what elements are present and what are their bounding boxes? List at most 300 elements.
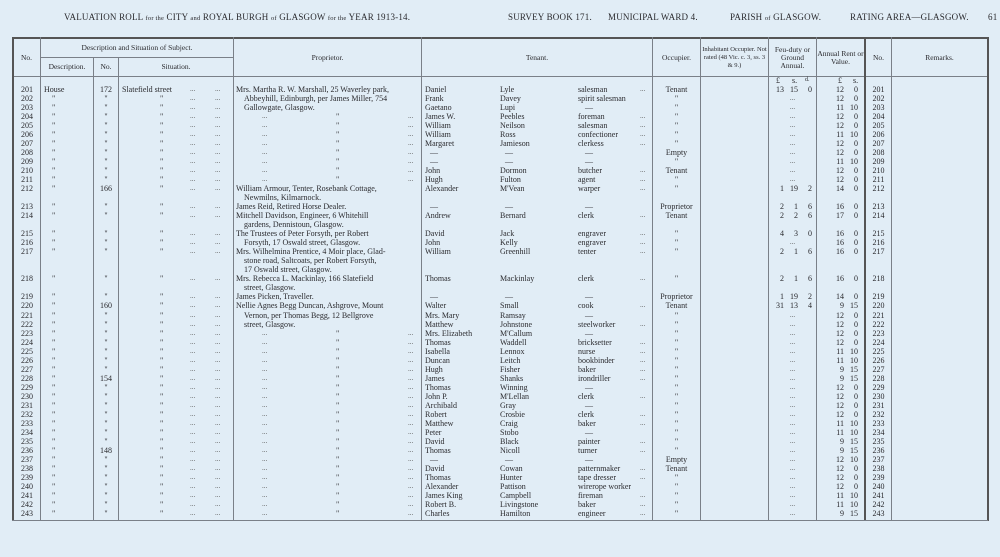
proprietor-ditto-dots: ... (408, 472, 414, 481)
rent-pounds: 12 (836, 166, 844, 176)
tenant-first-name: Mrs. Mary (425, 310, 460, 320)
situation: " (160, 481, 164, 491)
situation-dots: ... (215, 202, 221, 211)
rent-pounds: 12 (836, 481, 844, 491)
feu-duty-dots: ... (789, 490, 796, 499)
tenant-occupation: irondriller (578, 373, 611, 383)
tenant-first-name: David (425, 436, 445, 446)
proprietor-line: stone road, Saltcoats, per Robert Forsyth, (244, 256, 377, 266)
rent-shillings: 0 (854, 310, 858, 320)
tenant-first-name: Matthew (425, 319, 454, 329)
occupier: Tenant (665, 301, 688, 311)
situation-dots: ... (190, 382, 196, 391)
proprietor-line: Vernon, per Thomas Begg, 12 Bellgrove (244, 310, 374, 320)
description: " (52, 166, 56, 176)
situation-dots: ... (190, 328, 196, 337)
situation-dots: ... (190, 229, 196, 238)
row-number: 202 (21, 94, 33, 104)
situation-dots: ... (215, 445, 221, 454)
tenant-first-name: Thomas (425, 382, 451, 392)
row-number-right: 201 (872, 85, 885, 94)
situation-dots: ... (215, 121, 221, 130)
rent-shillings: 0 (854, 211, 858, 221)
proprietor-ditto-dots: ... (262, 382, 268, 391)
situation-dots: ... (215, 112, 221, 121)
situation-dots: ... (190, 337, 196, 346)
feu-duty-pounds: 4 (780, 229, 784, 239)
rent-shillings: 10 (850, 454, 858, 464)
occupier: " (674, 346, 679, 356)
proprietor-ditto-dots: ... (408, 148, 414, 157)
rent-pounds: 12 (836, 94, 844, 104)
proprietor-ditto: " (336, 346, 340, 356)
proprietor-ditto-dots: ... (262, 409, 268, 418)
tenant-occupation: fireman (578, 490, 603, 500)
row-number: 231 (21, 400, 33, 410)
tenant-occupation: clerk (578, 211, 594, 221)
situation: " (160, 400, 164, 410)
tenant-first-name: Thomas (425, 274, 451, 284)
row-number: 223 (21, 328, 33, 338)
proprietor-ditto-dots: ... (262, 400, 268, 409)
feu-duty-dots: ... (789, 121, 796, 130)
proprietor-ditto-dots: ... (262, 157, 268, 166)
tenant-surname: Mackinlay (500, 274, 535, 284)
feu-duty-pounds: 2 (780, 247, 784, 257)
feu-duty-pence: 0 (808, 229, 812, 239)
feu-duty-dots: ... (789, 472, 796, 481)
situation-dots: ... (190, 148, 196, 157)
situation-dots: ... (215, 229, 221, 238)
row-number-right: 216 (872, 238, 885, 248)
occupier: " (674, 247, 679, 257)
house-number: " (104, 400, 108, 410)
tenant-occupation: clerkess (578, 139, 604, 149)
occupier: " (674, 400, 679, 410)
survey-book: SURVEY BOOK 171. (508, 12, 592, 22)
tenant-first-name: Duncan (425, 355, 450, 365)
tenant-occupation: salesman (578, 85, 608, 94)
occupation-dots: ... (640, 211, 646, 220)
tenant-occupation: clerk (578, 274, 594, 284)
situation-dots: ... (190, 319, 196, 328)
col-divider (40, 37, 41, 521)
situation-dots: ... (190, 166, 196, 175)
tenant-occupation: — (585, 148, 593, 158)
situation-dots: ... (190, 499, 196, 508)
situation-dots: ... (215, 166, 221, 175)
occupation-dots: ... (640, 409, 646, 418)
proprietor-ditto: " (336, 130, 340, 140)
tenant-occupation: engineer (578, 508, 606, 518)
proprietor-line: James Reid, Retired Horse Dealer. (236, 202, 347, 212)
description: " (52, 130, 56, 140)
proprietor-ditto: " (336, 373, 340, 383)
tenant-occupation: — (585, 292, 593, 302)
house-number: " (104, 427, 108, 437)
tenant-surname: — (505, 292, 513, 302)
description: " (52, 508, 56, 518)
feu-duty-pence: 6 (808, 211, 812, 221)
occupier: " (674, 274, 679, 284)
rent-shillings: 15 (850, 373, 858, 383)
parish-part: PARISH (730, 12, 763, 22)
proprietor-ditto-dots: ... (262, 508, 268, 517)
occupation-dots: ... (640, 472, 646, 481)
proprietor-ditto-dots: ... (408, 337, 414, 346)
house-number: " (104, 463, 108, 473)
situation-dots: ... (215, 463, 221, 472)
feu-duty-dots: ... (789, 445, 796, 454)
tenant-first-name: Andrew (425, 211, 451, 221)
tenant-surname: Hunter (500, 472, 523, 482)
rent-pounds: 12 (836, 85, 844, 94)
proprietor-ditto-dots: ... (262, 175, 268, 184)
row-number: 225 (21, 346, 33, 356)
tenant-occupation: bookbinder (578, 355, 615, 365)
situation-dots: ... (190, 247, 196, 256)
rent-shillings: 0 (854, 328, 858, 338)
occupier: Tenant (665, 85, 688, 94)
tenant-first-name: Alexander (425, 481, 459, 491)
description: " (52, 328, 56, 338)
house-number: " (104, 472, 108, 482)
proprietor-ditto: " (336, 472, 340, 482)
house-number: 160 (100, 301, 112, 311)
tenant-surname: Gray (500, 400, 516, 410)
row-number: 238 (21, 463, 33, 473)
row-number: 241 (21, 490, 33, 500)
occupier: " (674, 310, 679, 320)
feu-duty-shillings: 1 (794, 202, 798, 212)
title-part: of (270, 15, 277, 22)
rent-shillings: 15 (850, 301, 858, 311)
proprietor-ditto: " (336, 418, 340, 428)
situation: " (160, 211, 164, 221)
feu-duty-dots: ... (789, 175, 796, 184)
rent-shillings: 0 (854, 148, 858, 158)
situation-dots: ... (190, 238, 196, 247)
tenant-surname: Leitch (500, 355, 521, 365)
proprietor-ditto-dots: ... (262, 499, 268, 508)
proprietor-ditto: " (336, 391, 340, 401)
tenant-occupation: — (585, 382, 593, 392)
situation-dots: ... (215, 436, 221, 445)
proprietor-ditto-dots: ... (262, 355, 268, 364)
row-number-right: 232 (872, 409, 885, 419)
row-number: 218 (21, 274, 33, 284)
tenant-occupation: warper (578, 184, 601, 194)
proprietor-ditto-dots: ... (262, 427, 268, 436)
row-number-right: 239 (872, 472, 885, 482)
proprietor-ditto-dots: ... (408, 130, 414, 139)
house-number: " (104, 310, 108, 320)
proprietor-ditto-dots: ... (262, 364, 268, 373)
situation: " (160, 103, 164, 113)
situation-dots: ... (215, 148, 221, 157)
situation-dots: ... (215, 130, 221, 139)
proprietor-line: Mitchell Davidson, Engineer, 6 Whitehill (236, 211, 369, 221)
tenant-first-name: John (425, 166, 441, 176)
proprietor-ditto: " (336, 337, 340, 347)
tenant-surname: Fulton (500, 175, 521, 185)
tenant-first-name: Robert (425, 409, 447, 419)
description: " (52, 157, 56, 167)
roll-title (64, 12, 410, 22)
situation: " (160, 328, 164, 338)
title-part: and (190, 15, 201, 22)
tenant-occupation: bricksetter (578, 337, 612, 347)
tenant-first-name: Thomas (425, 472, 451, 482)
rent-pounds: 9 (840, 436, 844, 446)
rent-pounds: 12 (836, 112, 844, 122)
situation: " (160, 292, 164, 302)
title-part: for the (145, 15, 165, 22)
rent-shillings: 10 (850, 130, 858, 140)
feu-duty-dots: ... (789, 328, 796, 337)
rent-pounds: 11 (836, 490, 844, 500)
feu-duty-pounds: 1 (780, 184, 784, 194)
proprietor-ditto-dots: ... (408, 418, 414, 427)
description: " (52, 229, 56, 239)
occupation-dots: ... (640, 346, 646, 355)
description: " (52, 319, 56, 329)
situation: Slatefield street (122, 85, 172, 94)
rent-shillings: 0 (854, 175, 858, 185)
situation: " (160, 499, 164, 509)
house-number: " (104, 337, 108, 347)
proprietor-ditto-dots: ... (408, 382, 414, 391)
tenant-surname: — (505, 454, 513, 464)
proprietor-ditto-dots: ... (262, 490, 268, 499)
row-number: 207 (21, 139, 33, 149)
occupier: " (674, 103, 679, 113)
tenant-first-name: Robert B. (425, 499, 457, 509)
occupation-dots: ... (640, 130, 646, 139)
header-feu-duty: Feu-duty or Ground Annual. (774, 44, 811, 70)
rent-shillings: 0 (854, 139, 858, 149)
description: " (52, 355, 56, 365)
tenant-occupation: — (585, 157, 593, 167)
situation: " (160, 463, 164, 473)
tenant-occupation: foreman (578, 112, 605, 122)
col-divider (421, 37, 422, 521)
proprietor-line: The Trustees of Peter Forsyth, per Robert (236, 229, 369, 239)
feu-duty-pounds: 2 (780, 274, 784, 284)
situation-dots: ... (215, 427, 221, 436)
tenant-occupation: baker (578, 499, 596, 509)
tenant-surname: Lennox (500, 346, 525, 356)
house-number: " (104, 481, 108, 491)
house-number: " (104, 229, 108, 239)
tenant-occupation: nurse (578, 346, 596, 356)
situation-dots: ... (215, 346, 221, 355)
row-number: 220 (21, 301, 33, 311)
proprietor-ditto: " (336, 112, 340, 122)
occupation-dots: ... (640, 184, 646, 193)
description: " (52, 409, 56, 419)
occupier: Proprietor (660, 292, 693, 302)
row-number-right: 209 (872, 157, 885, 167)
occupier: Proprietor (660, 202, 693, 212)
situation-dots: ... (190, 85, 196, 93)
situation-dots: ... (215, 337, 221, 346)
occupation-dots: ... (640, 112, 646, 121)
tenant-surname: Ross (500, 130, 516, 140)
tenant-occupation: — (585, 427, 593, 437)
tenant-surname: Peebles (500, 112, 525, 122)
proprietor-line: James Picken, Traveller. (236, 292, 314, 302)
situation: " (160, 301, 164, 311)
situation-dots: ... (215, 157, 221, 166)
situation-dots: ... (190, 157, 196, 166)
situation-dots: ... (190, 436, 196, 445)
rent-shillings: 15 (850, 508, 858, 518)
proprietor-ditto: " (336, 400, 340, 410)
situation-dots: ... (215, 409, 221, 418)
occupation-dots: ... (640, 175, 646, 184)
tenant-first-name: Matthew (425, 418, 454, 428)
table-right-border (987, 37, 989, 521)
situation-dots: ... (190, 409, 196, 418)
proprietor-ditto-dots: ... (408, 427, 414, 436)
situation-dots: ... (215, 328, 221, 337)
description: " (52, 346, 56, 356)
row-number-right: 229 (872, 382, 885, 392)
house-number: " (104, 436, 108, 446)
unit-pounds: £ (838, 76, 842, 85)
tenant-first-name: Isabella (425, 346, 450, 356)
description: " (52, 382, 56, 392)
occupation-dots: ... (640, 490, 646, 499)
feu-duty-dots: ... (789, 346, 796, 355)
occupier: " (674, 472, 679, 482)
feu-duty-shillings: 2 (794, 211, 798, 221)
house-number: " (104, 454, 108, 464)
tenant-first-name: Margaret (425, 139, 455, 149)
row-number: 224 (21, 337, 33, 347)
proprietor-ditto-dots: ... (262, 481, 268, 490)
rent-shillings: 0 (854, 319, 858, 329)
header-tenant: Tenant. (525, 52, 549, 62)
rent-shillings: 0 (854, 94, 858, 104)
situation-dots: ... (190, 274, 196, 283)
description: " (52, 292, 56, 302)
proprietor-ditto-dots: ... (408, 463, 414, 472)
situation-dots: ... (190, 103, 196, 112)
tenant-first-name: David (425, 463, 445, 473)
occupation-dots: ... (640, 121, 646, 130)
table-bottom-line (12, 520, 988, 521)
tenant-first-name: Archibald (425, 400, 457, 410)
occupier: Empty (665, 454, 688, 464)
description: " (52, 481, 56, 491)
page-number: 61 (988, 12, 998, 22)
row-number-right: 212 (872, 184, 885, 194)
occupation-dots: ... (640, 436, 646, 445)
rent-pounds: 14 (836, 184, 844, 194)
feu-duty-dots: ... (789, 400, 796, 409)
tenant-surname: M'Lellan (500, 391, 529, 401)
feu-duty-dots: ... (789, 391, 796, 400)
description: " (52, 112, 56, 122)
occupation-dots: ... (640, 463, 646, 472)
proprietor-ditto-dots: ... (408, 328, 414, 337)
tenant-first-name: James W. (425, 112, 456, 122)
tenant-first-name: Thomas (425, 337, 451, 347)
proprietor-ditto-dots: ... (408, 445, 414, 454)
proprietor-line: Mrs. Martha R. W. Marshall, 25 Waverley park, (236, 85, 389, 94)
row-number: 233 (21, 418, 33, 428)
row-number-right: 222 (872, 319, 885, 329)
rent-pounds: 12 (836, 319, 844, 329)
row-number-right: 220 (872, 301, 885, 311)
row-number: 228 (21, 373, 33, 383)
row-number-right: 242 (872, 499, 885, 509)
feu-duty-dots: ... (789, 112, 796, 121)
situation-dots: ... (190, 121, 196, 130)
feu-duty-dots: ... (789, 454, 796, 463)
col-divider (700, 37, 701, 521)
feu-duty-dots: ... (789, 355, 796, 364)
tenant-surname: Jamieson (500, 139, 530, 149)
tenant-surname: — (505, 202, 513, 212)
situation-dots: ... (215, 391, 221, 400)
tenant-surname: Kelly (500, 238, 518, 248)
feu-duty-shillings: 1 (794, 247, 798, 257)
proprietor-ditto-dots: ... (408, 364, 414, 373)
situation: " (160, 94, 164, 104)
description: " (52, 274, 56, 284)
situation-dots: ... (215, 184, 221, 193)
header-proprietor: Proprietor. (311, 52, 344, 62)
proprietor-ditto-dots: ... (408, 391, 414, 400)
occupier: " (674, 229, 679, 239)
rent-pounds: 17 (836, 211, 844, 221)
situation: " (160, 319, 164, 329)
parish (730, 12, 821, 22)
row-number-right: 219 (872, 292, 885, 302)
rent-pounds: 12 (836, 391, 844, 401)
row-number: 217 (21, 247, 33, 257)
rent-pounds: 16 (836, 238, 844, 248)
situation: " (160, 247, 164, 257)
row-number: 234 (21, 427, 33, 437)
situation: " (160, 445, 164, 455)
proprietor-ditto: " (336, 499, 340, 509)
feu-duty-dots: ... (789, 463, 796, 472)
house-number: " (104, 319, 108, 329)
proprietor-line: 17 Oswald street, Glasgow. (244, 265, 332, 275)
situation: " (160, 112, 164, 122)
row-number: 210 (21, 166, 33, 176)
tenant-surname: — (505, 148, 513, 158)
situation-dots: ... (190, 211, 196, 220)
tenant-surname: Nicoll (500, 445, 520, 455)
situation-dots: ... (190, 364, 196, 373)
header-annual-rent: Annual Rent or Value. (817, 48, 864, 66)
row-number-right: 208 (872, 148, 885, 158)
situation: " (160, 274, 164, 284)
situation-dots: ... (215, 364, 221, 373)
situation: " (160, 337, 164, 347)
row-number-right: 211 (872, 175, 885, 185)
proprietor-ditto: " (336, 355, 340, 365)
proprietor-ditto: " (336, 481, 340, 491)
house-number: " (104, 130, 108, 140)
row-number-right: 207 (872, 139, 885, 149)
proprietor-line: street, Glasgow. (244, 283, 296, 293)
